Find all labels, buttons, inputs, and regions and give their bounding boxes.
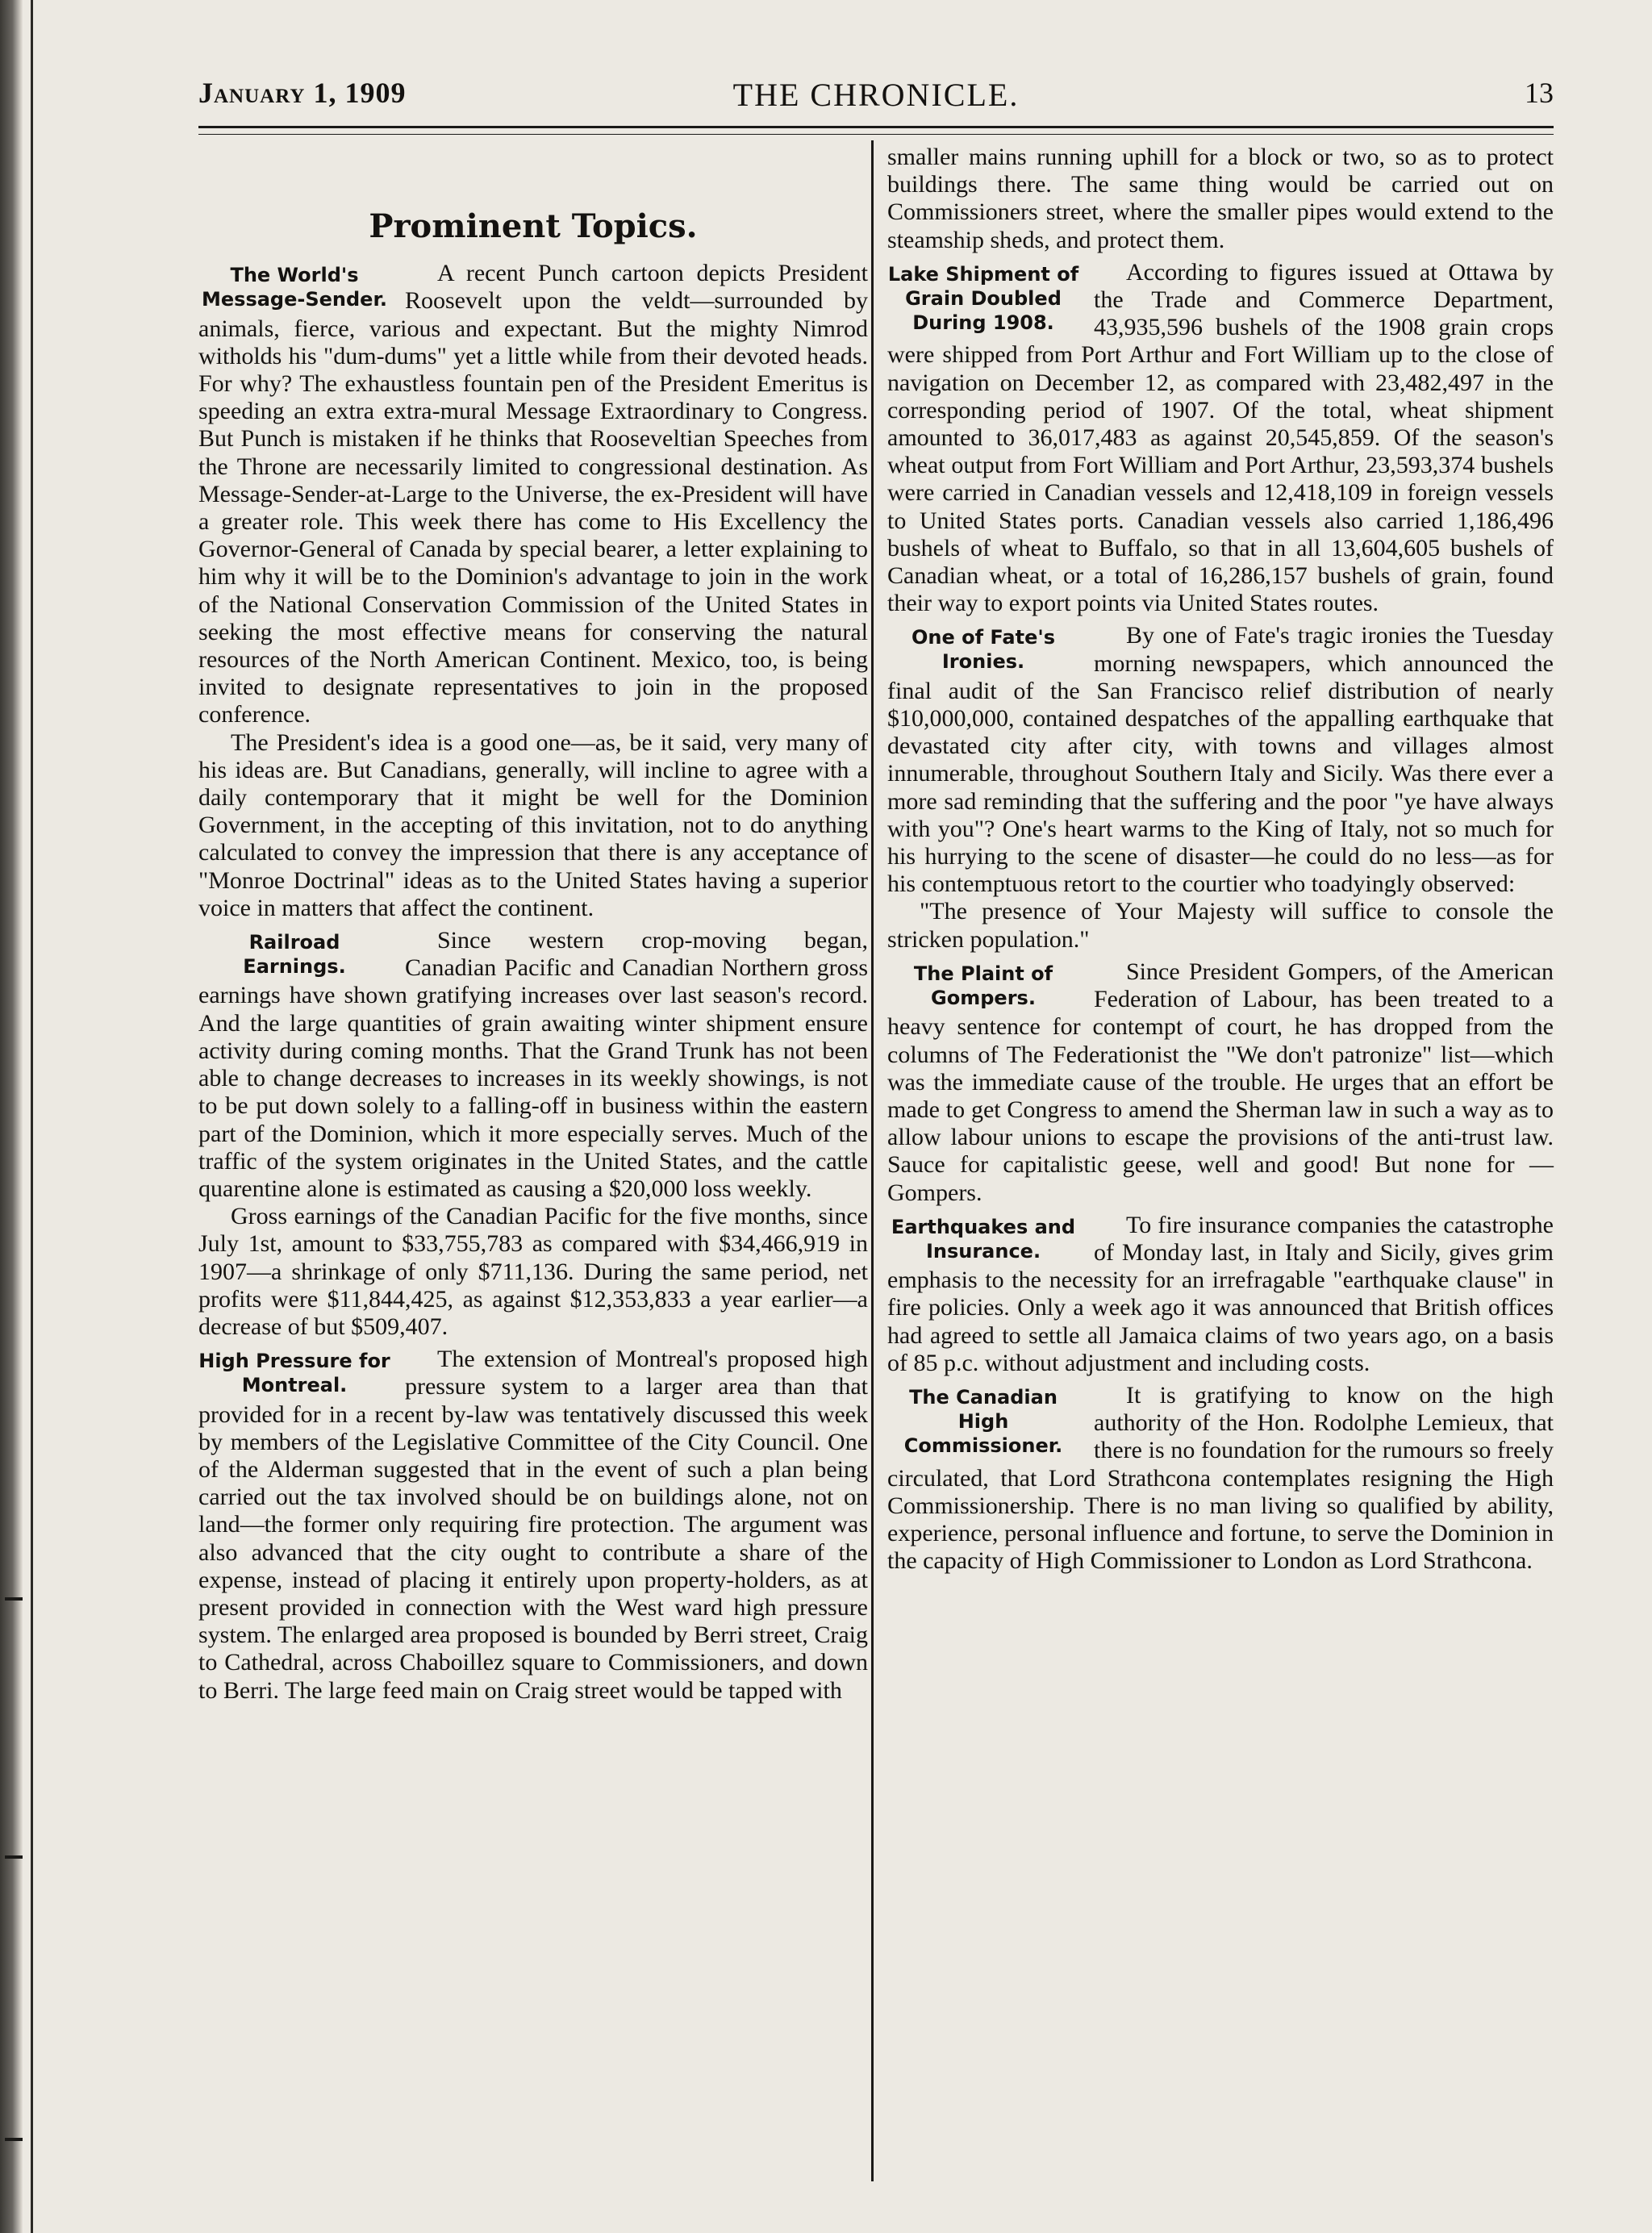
topic-heading: High Pressure for Montreal. xyxy=(198,1350,390,1397)
topic-heading: The Plaint of Gompers. xyxy=(913,962,1053,1009)
newspaper-page xyxy=(198,60,1554,2189)
section-title: Prominent Topics. xyxy=(369,207,698,245)
topic-lake-shipment xyxy=(887,259,1554,618)
left-column xyxy=(198,144,868,1705)
scan-edge-line xyxy=(31,0,33,2233)
continued-paragraph: smaller mains running uphill for a block or two, so as to protect buildings there. The same thing would be carried out on Commissioners street, where the smaller pipes would extend to the steamship sheds, and protect them. xyxy=(887,144,1554,253)
topic-heading: One of Fate's Ironies. xyxy=(912,626,1055,674)
topic-paragraph: Gross earnings of the Canadian Pacific for the five months, since July 1st, amount to $33,755,783 as compared with $34,466,919 in 1907—a shrinkage of only $711,136. During the same period, net profits were $11,844,425, as against $12,353,833 a year earlier—a decrease of but $509,407. xyxy=(198,1203,868,1340)
header-rule-thin xyxy=(198,134,1554,135)
binding-mark xyxy=(5,1855,23,1859)
page-number: 13 xyxy=(1525,77,1554,109)
topic-plaint-of-gompers xyxy=(887,958,1554,1207)
topic-heading: The World's Message-Sender. xyxy=(202,264,387,311)
topic-paragraph: Since western crop-moving began, Canadian Pacific and Canadian Northern gross earnings have shown gratifying increases over last season's record. And the large quantities of grain awaiting winter shipment ensure activity during coming months. That the Grand Trunk has not been able to change decreases to increases in its weekly showings, is not to be put down solely to a falling-off in business within the eastern part of the Dominion, which it more especially serves. Much of the traffic of the system originates in the United States, and the cattle quarentine alone is estimated as causing a $20,000 loss weekly. xyxy=(198,927,868,1202)
topic-heading: The Canadian High Commissioner. xyxy=(903,1385,1063,1457)
topic-heading: Earthquakes and Insurance. xyxy=(891,1215,1076,1263)
topic-paragraph: Since President Gompers, of the American Federation of Labour, has been treated to a heavy sentence for contempt of court, he has dropped from the columns of The Federationist the "We don't patronize" list—which was the immediate cause of the trouble. He urges that an effort be made to get Congress to amend the Sherman law in such a way as to allow labour unions to escape the provisions of the anti-trust law. Sauce for capitalistic geese, well and good! But none for —Gompers. xyxy=(887,958,1554,1206)
topic-paragraph: A recent Punch cartoon depicts President Roosevelt upon the veldt—surrounded by animals, fierce, various and expectant. But the mighty Nimrod witholds his "dum-dums" yet a little while from their devoted heads. For why? The exhaustless fountain pen of the President Emeritus is speeding an extra extra-mural Message Extraordinary to Congress. But Punch is mistaken if he thinks that Rooseveltian Speeches from the Throne are necessarily limited to congressional destination. As Message-Sender-at-Large to the Universe, the ex-President will have a greater role. This week there has come to His Excellency the Governor-General of Canada by special bearer, a letter explaining to him why it will be to the Dominion's advantage to join in the work of the National Conservation Commission of the United States in seeking the most effective means for conserving the natural resources of the North American Continent. Mexico, too, is being invited to designate representatives to join in the proposed conference. xyxy=(198,260,868,728)
right-column xyxy=(887,144,1554,1575)
binding-mark xyxy=(5,2138,23,2141)
header-rule xyxy=(198,126,1554,128)
topic-earthquakes-insurance xyxy=(887,1212,1554,1377)
topic-heading: Railroad Earnings. xyxy=(243,931,346,979)
column-divider xyxy=(871,140,874,2181)
topic-high-commissioner xyxy=(887,1382,1554,1575)
running-head xyxy=(198,76,1554,121)
binding-mark xyxy=(5,1597,23,1601)
topic-paragraph: "The presence of Your Majesty will suffice to console the stricken population." xyxy=(887,898,1554,953)
topic-fates-ironies xyxy=(887,622,1554,953)
topic-railroad-earnings xyxy=(198,927,868,1341)
scan-edge xyxy=(0,0,23,2233)
issue-date: January 1, 1909 xyxy=(198,77,407,109)
topic-heading: Lake Shipment of Grain Doubled During 1908. xyxy=(887,262,1079,334)
topic-paragraph: According to figures issued at Ottawa by the Trade and Commerce Department, 43,935,596 bushels of the 1908 grain crops were shipped from Port Arthur and Fort William up to the close of navigation on December 12, as compared with 23,482,497 in the corresponding period of 1907. Of the total, wheat shipment amounted to 36,017,483 as against 20,545,859. Of the season's wheat output from Fort William and Port Arthur, 23,593,374 bushels were carried in Canadian vessels and 12,418,109 in foreign vessels to United States ports. Canadian vessels also carried 1,186,496 bushels of wheat to Buffalo, so that in all 13,604,605 bushels of Canadian wheat, or a total of 16,286,157 bushels of grain, found their way to export points via United States routes. xyxy=(887,258,1554,617)
topic-paragraph: The extension of Montreal's proposed high pressure system to a larger area than that provided for in a recent by-law was tentatively discussed this week by members of the Legislative Committee of the City Council. One of the Alderman suggested that in the event of such a plan being carried out the tax involved should be on buildings alone, not on land—the former only requiring fire protection. The argument was also advanced that the city ought to contribute a share of the expense, instead of placing it entirely upon property-holders, as at present provided in connection with the West ward high pressure system. The enlarged area proposed is bounded by Berri street, Craig to Cathedral, across Chaboillez square to Commissioners, and down to Berri. The large feed main on Craig street would be tapped with xyxy=(198,1346,868,1704)
topic-paragraph: To fire insurance companies the catastrophe of Monday last, in Italy and Sicily, gives grim emphasis to the necessity for an irrefragable "earthquake clause" in fire policies. Only a week ago it was announced that British offices had agreed to settle all Jamaica claims of two years ago, on a basis of 85 p.c. without adjustment and including costs. xyxy=(887,1211,1554,1376)
topic-worlds-message-sender xyxy=(198,260,868,922)
topic-paragraph: The President's idea is a good one—as, be it said, very many of his ideas are. But Canadians, generally, will incline to agree with a daily contemporary that it might be well for the Dominion Government, in the accepting of this invitation, not to do anything calculated to convey the impression that there is any acceptance of "Monroe Doctrinal" ideas as to the United States having a superior voice in matters that affect the continent. xyxy=(198,728,868,921)
topic-paragraph: By one of Fate's tragic ironies the Tuesday morning newspapers, which announced the final audit of the San Francisco relief distribution of nearly $10,000,000, contained despatches of the appalling earthquake that devastated city after city, with towns and villages almost innumerable, throughout Southern Italy and Sicily. Was there ever a more sad reminding that the suffering and the poor "ye have always with you"? One's heart warms to the King of Italy, not so much for his hurrying to the scene of disaster—he could do no less—as for his contemptuous retort to the courtier who toadyingly observed: xyxy=(887,622,1554,898)
topic-high-pressure xyxy=(198,1346,868,1705)
publication-title: THE CHRONICLE. xyxy=(732,77,1020,113)
topic-paragraph: It is gratifying to know on the high authority of the Hon. Rodolphe Lemieux, that there is no foundation for the rumours so freely circulated, that Lord Strathcona contemplates resigning the High Commissionership. There is no man living so qualified by ability, experience, personal influence and fortune, to serve the Dominion in the capacity of High Commissioner to London as Lord Strathcona. xyxy=(887,1381,1554,1575)
